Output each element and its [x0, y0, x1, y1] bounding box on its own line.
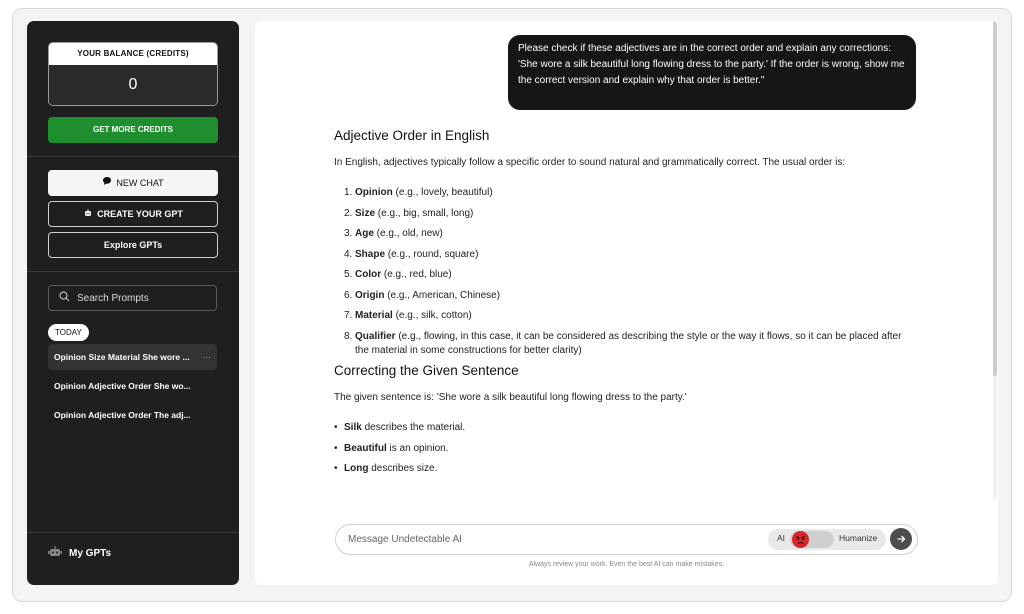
robot-icon [83, 208, 93, 220]
term: Material [355, 310, 393, 321]
list-number: 5. [344, 269, 353, 280]
humanize-label: Humanize [839, 533, 878, 543]
adjective-order-item [344, 248, 914, 262]
list-text [355, 227, 443, 241]
explore-gpts-button[interactable] [48, 232, 218, 258]
desc: (e.g., red, blue) [381, 269, 452, 280]
balance-card [48, 42, 218, 106]
sidebar-divider [27, 271, 239, 272]
history-item-label: Opinion Adjective Order The adj... [54, 410, 191, 420]
list-text [344, 442, 449, 456]
adjective-order-item [344, 268, 914, 282]
my-gpts-link[interactable] [48, 545, 111, 561]
balance-value: 0 [49, 65, 217, 106]
my-gpts-label: My GPTs [69, 547, 112, 559]
sidebar-divider [27, 532, 239, 533]
list-number: 7. [344, 310, 353, 321]
arrow-right-icon [896, 535, 906, 547]
list-text [355, 268, 452, 282]
intro-paragraph: In English, adjectives typically follow a specific order to sound natural and grammatically correct. The usual order is: [334, 157, 846, 168]
term: Size [355, 207, 376, 219]
more-options-icon[interactable]: ··· [202, 352, 211, 362]
adjective-order-item [344, 186, 914, 200]
chat-bubble-icon [102, 170, 112, 196]
today-badge: TODAY [48, 324, 89, 341]
list-number: 1. [344, 187, 353, 198]
term: Long [344, 463, 369, 474]
bullet-icon: • [334, 463, 338, 474]
new-chat-label: NEW CHAT [116, 178, 164, 188]
term: Age [355, 228, 374, 239]
create-gpt-label: CREATE YOUR GPT [97, 209, 183, 219]
composer [335, 524, 918, 555]
list-number: 6. [344, 289, 353, 301]
term: Qualifier [355, 330, 396, 342]
list-number: 4. [344, 248, 353, 260]
history-item-label: Opinion Adjective Order She wo... [54, 381, 191, 391]
list-number: 3. [344, 228, 353, 239]
desc: (e.g., old, new) [373, 228, 443, 239]
new-chat-button[interactable] [48, 170, 218, 196]
desc: is an opinion. [386, 442, 449, 454]
history-item[interactable] [48, 402, 217, 428]
bullet-icon: • [334, 422, 338, 433]
angry-face-icon[interactable] [792, 531, 809, 548]
history-item[interactable] [48, 373, 217, 399]
search-prompts-input[interactable] [48, 285, 217, 311]
sidebar [27, 21, 239, 585]
desc: (e.g., American, Chinese) [384, 289, 501, 301]
send-button[interactable] [890, 528, 912, 550]
message-input[interactable] [348, 534, 738, 545]
given-sentence: The given sentence is: 'She wore a silk beautiful long flowing dress to the party.' [334, 392, 687, 403]
desc: describes the material. [361, 422, 466, 433]
chat-scroll-thumb[interactable] [993, 21, 997, 376]
list-text [355, 186, 493, 200]
desc: (e.g., round, square) [385, 248, 479, 260]
term: Color [355, 269, 382, 280]
search-placeholder: Search Prompts [77, 292, 149, 304]
history-item[interactable] [48, 344, 217, 370]
ai-label: AI [777, 533, 786, 543]
desc: (e.g., lovely, beautiful) [392, 187, 493, 198]
desc: (e.g., big, small, long) [375, 207, 474, 219]
list-text [344, 462, 437, 476]
chat-panel [255, 21, 998, 585]
adjective-order-item [344, 330, 914, 358]
list-text [355, 309, 472, 323]
term: Origin [355, 289, 385, 301]
bullet-icon: • [334, 442, 338, 454]
adjective-order-item [344, 207, 914, 221]
list-number: 8. [344, 330, 353, 342]
analysis-item [334, 462, 914, 476]
balance-label: YOUR BALANCE (CREDITS) [49, 43, 217, 65]
robot-icon [48, 545, 62, 561]
chat-scrollbar[interactable] [993, 21, 997, 499]
search-icon [59, 291, 70, 305]
adjective-order-item [344, 289, 914, 303]
toggle-track[interactable] [790, 531, 834, 548]
heading-correcting: Correcting the Given Sentence [334, 363, 519, 378]
list-text [355, 330, 914, 358]
adjective-order-item [344, 309, 914, 323]
analysis-item [334, 442, 914, 456]
adjective-order-item [344, 227, 914, 241]
term: Beautiful [344, 442, 387, 454]
assistant-response [334, 129, 914, 499]
user-message: Please check if these adjectives are in the correct order and explain any corrections: 'She wore a silk beautiful long flowing dress to the party.' If the order is wrong, show me the correct version and explain why that order is better." [508, 35, 916, 110]
desc: (e.g., silk, cotton) [392, 310, 472, 321]
analysis-item [334, 421, 914, 435]
list-text [355, 207, 473, 221]
heading-adjective-order: Adjective Order in English [334, 129, 490, 143]
create-gpt-button[interactable] [48, 201, 218, 227]
get-more-credits-button[interactable]: GET MORE CREDITS [48, 117, 218, 143]
sidebar-divider [27, 156, 239, 157]
term: Shape [355, 248, 386, 260]
desc: (e.g., flowing, in this case, it can be considered as describing the style or the way it flows, so it can be placed after the material in some constructions for better clarity) [355, 330, 902, 356]
list-text [344, 421, 465, 435]
list-number: 2. [344, 207, 353, 219]
disclaimer-text: Always review your work. Even the best AI can make mistakes. [528, 561, 725, 568]
term: Silk [344, 422, 362, 433]
analysis-list [334, 421, 914, 476]
explore-gpts-label: Explore GPTs [103, 240, 163, 250]
adjective-order-list [334, 186, 914, 358]
desc: describes size. [368, 463, 438, 474]
list-text [355, 248, 478, 262]
humanize-toggle[interactable] [768, 529, 886, 550]
history-item-label: Opinion Size Material She wore ... [54, 352, 190, 362]
term: Opinion [355, 187, 393, 198]
list-text [355, 289, 500, 303]
